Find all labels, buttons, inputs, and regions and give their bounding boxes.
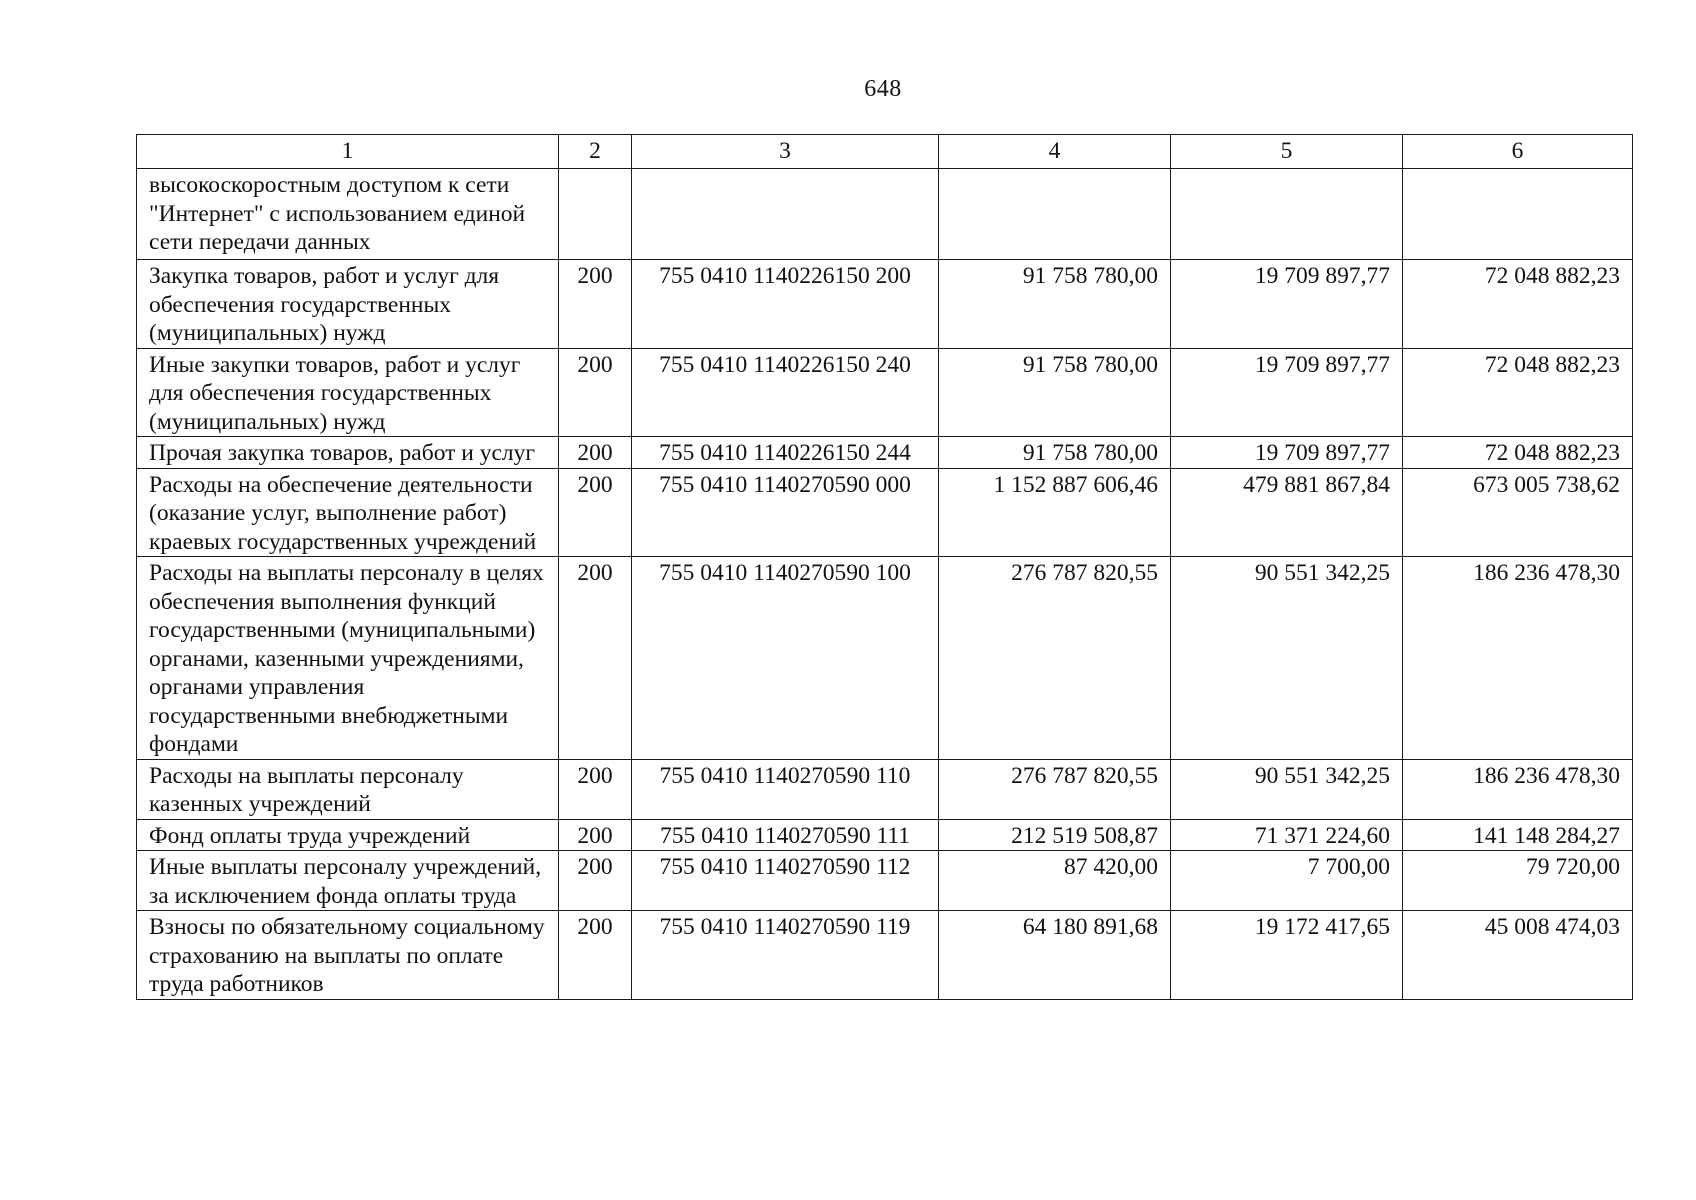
row-kbk: 755 0410 1140270590 119 xyxy=(632,911,939,1000)
table-row xyxy=(137,348,1633,437)
table-row xyxy=(137,557,1633,760)
row-executed-amount: 19 172 417,65 xyxy=(1171,911,1403,1000)
row-plan-amount: 91 758 780,00 xyxy=(939,260,1171,349)
row-name: Фонд оплаты труда учреждений xyxy=(137,819,559,851)
empty-cell xyxy=(939,169,1171,260)
row-plan-amount: 91 758 780,00 xyxy=(939,348,1171,437)
row-remaining-amount: 72 048 882,23 xyxy=(1403,437,1633,469)
row-plan-amount: 276 787 820,55 xyxy=(939,557,1171,760)
table-row xyxy=(137,851,1633,911)
row-executed-amount: 7 700,00 xyxy=(1171,851,1403,911)
row-executed-amount: 19 709 897,77 xyxy=(1171,260,1403,349)
row-plan-amount: 276 787 820,55 xyxy=(939,759,1171,819)
row-kbk: 755 0410 1140226150 240 xyxy=(632,348,939,437)
row-kbk: 755 0410 1140270590 112 xyxy=(632,851,939,911)
empty-cell xyxy=(1403,169,1633,260)
row-remaining-amount: 72 048 882,23 xyxy=(1403,348,1633,437)
row-code: 200 xyxy=(559,759,632,819)
column-header-3: 3 xyxy=(632,135,939,169)
column-header-1: 1 xyxy=(137,135,559,169)
row-remaining-amount: 673 005 738,62 xyxy=(1403,468,1633,557)
header-row xyxy=(137,135,1633,169)
row-name: Расходы на обеспечение деятельности (оказание услуг, выполнение работ) краевых государственных учреждений xyxy=(137,468,559,557)
continuation-text: высокоскоростным доступом к сети "Интернет" с использованием единой сети передачи данных xyxy=(137,169,559,260)
table-row-continuation xyxy=(137,169,1633,260)
table-row xyxy=(137,911,1633,1000)
row-code: 200 xyxy=(559,348,632,437)
row-plan-amount: 91 758 780,00 xyxy=(939,437,1171,469)
row-kbk: 755 0410 1140270590 100 xyxy=(632,557,939,760)
table-row xyxy=(137,437,1633,469)
row-plan-amount: 1 152 887 606,46 xyxy=(939,468,1171,557)
page-number: 648 xyxy=(864,76,902,102)
table-row xyxy=(137,260,1633,349)
row-executed-amount: 90 551 342,25 xyxy=(1171,557,1403,760)
row-kbk: 755 0410 1140226150 200 xyxy=(632,260,939,349)
column-header-2: 2 xyxy=(559,135,632,169)
row-plan-amount: 212 519 508,87 xyxy=(939,819,1171,851)
row-name: Взносы по обязательному социальному страхованию на выплаты по оплате труда работников xyxy=(137,911,559,1000)
row-remaining-amount: 45 008 474,03 xyxy=(1403,911,1633,1000)
row-executed-amount: 71 371 224,60 xyxy=(1171,819,1403,851)
table-row xyxy=(137,468,1633,557)
row-kbk: 755 0410 1140270590 000 xyxy=(632,468,939,557)
row-remaining-amount: 141 148 284,27 xyxy=(1403,819,1633,851)
row-executed-amount: 90 551 342,25 xyxy=(1171,759,1403,819)
table-body xyxy=(137,169,1633,1000)
empty-cell xyxy=(559,169,632,260)
column-header-5: 5 xyxy=(1171,135,1403,169)
row-code: 200 xyxy=(559,819,632,851)
row-plan-amount: 87 420,00 xyxy=(939,851,1171,911)
row-name: Расходы на выплаты персоналу казенных учреждений xyxy=(137,759,559,819)
row-kbk: 755 0410 1140226150 244 xyxy=(632,437,939,469)
row-code: 200 xyxy=(559,468,632,557)
row-name: Иные выплаты персоналу учреждений, за исключением фонда оплаты труда xyxy=(137,851,559,911)
row-executed-amount: 19 709 897,77 xyxy=(1171,437,1403,469)
row-code: 200 xyxy=(559,260,632,349)
row-code: 200 xyxy=(559,911,632,1000)
row-remaining-amount: 186 236 478,30 xyxy=(1403,557,1633,760)
column-header-6: 6 xyxy=(1403,135,1633,169)
row-plan-amount: 64 180 891,68 xyxy=(939,911,1171,1000)
empty-cell xyxy=(632,169,939,260)
row-executed-amount: 19 709 897,77 xyxy=(1171,348,1403,437)
row-remaining-amount: 72 048 882,23 xyxy=(1403,260,1633,349)
row-kbk: 755 0410 1140270590 110 xyxy=(632,759,939,819)
row-kbk: 755 0410 1140270590 111 xyxy=(632,819,939,851)
row-name: Расходы на выплаты персоналу в целях обеспечения выполнения функций государственными (муниципальными) органами, казенными учреждениями, органами управления государственными внебюджетными фондами xyxy=(137,557,559,760)
row-executed-amount: 479 881 867,84 xyxy=(1171,468,1403,557)
row-remaining-amount: 79 720,00 xyxy=(1403,851,1633,911)
row-name: Прочая закупка товаров, работ и услуг xyxy=(137,437,559,469)
table-row xyxy=(137,759,1633,819)
row-name: Иные закупки товаров, работ и услуг для обеспечения государственных (муниципальных) нужд xyxy=(137,348,559,437)
table-header xyxy=(137,135,1633,169)
table-row xyxy=(137,819,1633,851)
row-code: 200 xyxy=(559,851,632,911)
row-remaining-amount: 186 236 478,30 xyxy=(1403,759,1633,819)
column-header-4: 4 xyxy=(939,135,1171,169)
row-code: 200 xyxy=(559,557,632,760)
row-code: 200 xyxy=(559,437,632,469)
empty-cell xyxy=(1171,169,1403,260)
row-name: Закупка товаров, работ и услуг для обеспечения государственных (муниципальных) нужд xyxy=(137,260,559,349)
budget-table xyxy=(136,134,1633,1000)
